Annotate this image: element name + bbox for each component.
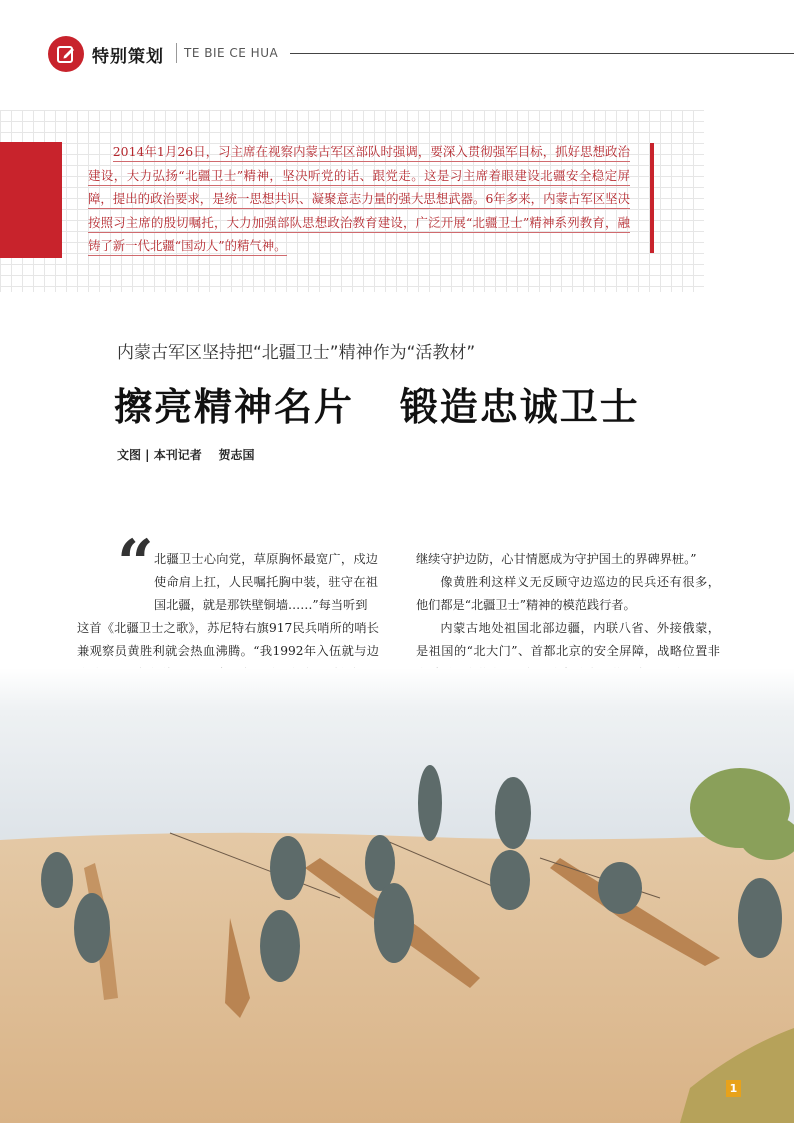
- section-pinyin: TE BIE CE HUA: [184, 46, 279, 60]
- intro-paragraph: [88, 140, 630, 258]
- section-title: 特别策划: [92, 47, 164, 67]
- intro-red-bar: [650, 143, 654, 253]
- column-2: [416, 548, 720, 686]
- section-header: [48, 36, 794, 72]
- page-number: 1: [726, 1080, 741, 1097]
- col2-para-3: 内蒙古地处祖国北部边疆，内联八省、外接俄蒙，是祖国的“北大门”、首都北京的安全屏障，战略位置非: [416, 621, 720, 658]
- col1-text-b: 这首《北疆卫士之歌》，苏尼特右旗917民兵哨所的哨长兼观察员黄胜利就会热血沸腾。“我1992年入伍就与边: [77, 621, 379, 658]
- desert-soldiers-photo: [0, 668, 794, 1123]
- intro-text: 2014年1月26日，习主席在视察内蒙古军区部队时强调，要深入贯彻强军目标，抓好思想政治建设，大力弘扬“北疆卫士”精神，坚决听党的话、跟党走。这是习主席着眼建设北疆安全稳定屏障，提出的政治要求，是统一思想共识、凝聚意志力量的强大思想武器。6年多来，内蒙古军区坚决按照习主席的殷切嘱托，大力加强部队思想政治教育建设，广泛开展“北疆卫士”精神系列教育，融铸了新一代北疆“国动人”的精气神。: [88, 144, 630, 256]
- col2-para-2: 像黄胜利这样义无反顾守边巡边的民兵还有很多，他们都是“北疆卫士”精神的模范践行者。: [416, 575, 720, 612]
- quote-mark-icon: “: [117, 526, 154, 601]
- article-subtitle: 内蒙古军区坚持把“北疆卫士”精神作为“活教材”: [117, 343, 476, 363]
- col1-text-a: 北疆卫士心向党，草原胸怀最宽广，戍边使命肩上扛，人民嘱托胸中装，驻守在祖国北疆，就是那铁壁铜墙……”每当听到: [154, 552, 378, 612]
- divider: [176, 43, 177, 63]
- header-rule: [290, 53, 794, 54]
- edit-icon: [48, 36, 84, 72]
- intro-red-block: [0, 142, 62, 258]
- byline: 文图 | 本刊记者 贺志国: [117, 448, 255, 462]
- col2-para-1: 继续守护边防，心甘情愿成为守护国土的界碑界桩。”: [416, 552, 697, 566]
- article-title: 擦亮精神名片 锻造忠诚卫士: [114, 385, 640, 429]
- column-1-top: [154, 548, 378, 617]
